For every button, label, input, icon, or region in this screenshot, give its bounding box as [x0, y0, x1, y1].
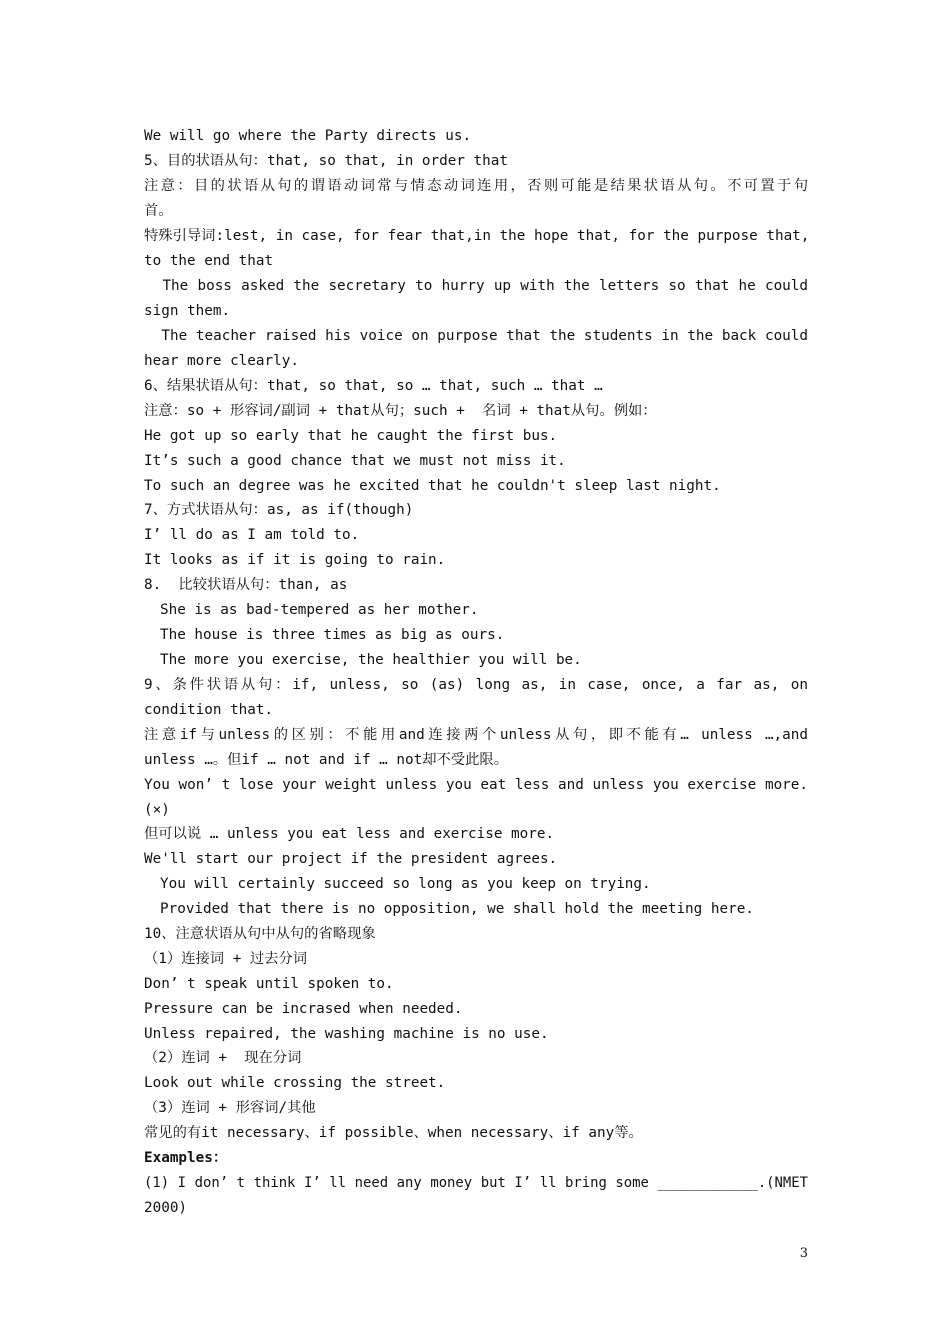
example-sentence: We'll start our project if the president agrees. — [144, 851, 558, 867]
exercise-question: 2000) — [144, 1200, 188, 1216]
page-number: 3 — [799, 1246, 808, 1261]
section-heading-ellipsis: 10、注意状语从句中从句的省略现象 — [144, 926, 376, 942]
example-sentence: It’s such a good chance that we must not miss it. — [144, 453, 566, 469]
example-sentence: To such an degree was he excited that he couldn't sleep last night. — [144, 478, 721, 494]
example-sentence: hear more clearly. — [144, 353, 299, 369]
example-sentence: The teacher raised his voice on purpose that the students in the back could — [144, 328, 808, 344]
text-line: to the end that — [144, 253, 274, 269]
section-heading-result-clause: 6、结果状语从句：that, so that, so … that, such … that … — [144, 378, 603, 394]
example-sentence: He got up so early that he caught the first bus. — [144, 428, 558, 444]
example-sentence: She is as bad-tempered as her mother. — [160, 602, 479, 618]
example-sentence: It looks as if it is going to rain. — [144, 552, 446, 568]
subheading: （3）连词 + 形容词/其他 — [144, 1100, 316, 1116]
example-sentence: Provided that there is no opposition, we shall hold the meeting here. — [160, 901, 754, 917]
text-line: 常见的有it necessary、if possible、when necessary、if any等。 — [144, 1125, 643, 1141]
text-line: 注意：so + 形容词/副词 + that从句；such + 名词 + that从句。例如： — [144, 403, 657, 419]
section-heading-manner-clause: 7、方式状语从句：as, as if(though) — [144, 502, 414, 518]
example-sentence: I’ ll do as I am told to. — [144, 527, 360, 543]
wrong-mark: (×) — [144, 802, 170, 818]
text-line: We will go where the Party directs us. — [144, 128, 472, 144]
example-sentence: Look out while crossing the street. — [144, 1075, 446, 1091]
example-sentence: You won’ t lose your weight unless you eat less and unless you exercise more. — [144, 777, 808, 793]
text-line: 特殊引导词:lest, in case, for fear that,in the hope that, for the purpose that, — [144, 228, 810, 244]
example-sentence: Pressure can be incrased when needed. — [144, 1001, 463, 1017]
example-sentence: Don’ t speak until spoken to. — [144, 976, 394, 992]
text-line: unless …。但if … not and if … not却不受此限。 — [144, 752, 508, 768]
text-line: 注意：目的状语从句的谓语动词常与情态动词连用，否则可能是结果状语从句。不可置于句 — [144, 178, 808, 194]
section-heading-comparison-clause: 8. 比较状语从句：than, as — [144, 577, 348, 593]
example-sentence: The house is three times as big as ours. — [160, 627, 505, 643]
text-line: 注意if与unless的区别：不能用and连接两个unless从句，即不能有… unless …,and — [144, 727, 808, 743]
section-heading-purpose-clause: 5、目的状语从句：that, so that, in order that — [144, 153, 508, 169]
example-sentence: The more you exercise, the healthier you will be. — [160, 652, 582, 668]
text-line: 但可以说 … unless you eat less and exercise more. — [144, 826, 555, 842]
subheading: （1）连接词 + 过去分词 — [144, 951, 308, 967]
example-sentence: sign them. — [144, 303, 231, 319]
text-line: 首。 — [144, 203, 173, 219]
example-sentence: You will certainly succeed so long as you keep on trying. — [160, 876, 651, 892]
subheading: （2）连词 + 现在分词 — [144, 1050, 302, 1066]
example-sentence: Unless repaired, the washing machine is no use. — [144, 1026, 549, 1042]
exercise-question: (1) I don’ t think I’ ll need any money but I’ ll bring some ____________.(NMET — [144, 1175, 808, 1191]
examples-heading: Examples： — [144, 1150, 228, 1166]
text-line: condition that. — [144, 702, 274, 718]
section-heading-condition-clause: 9、条件状语从句：if, unless, so (as) long as, in case, once, a far as, on — [144, 677, 808, 693]
example-sentence: The boss asked the secretary to hurry up with the letters so that he could — [144, 278, 808, 294]
